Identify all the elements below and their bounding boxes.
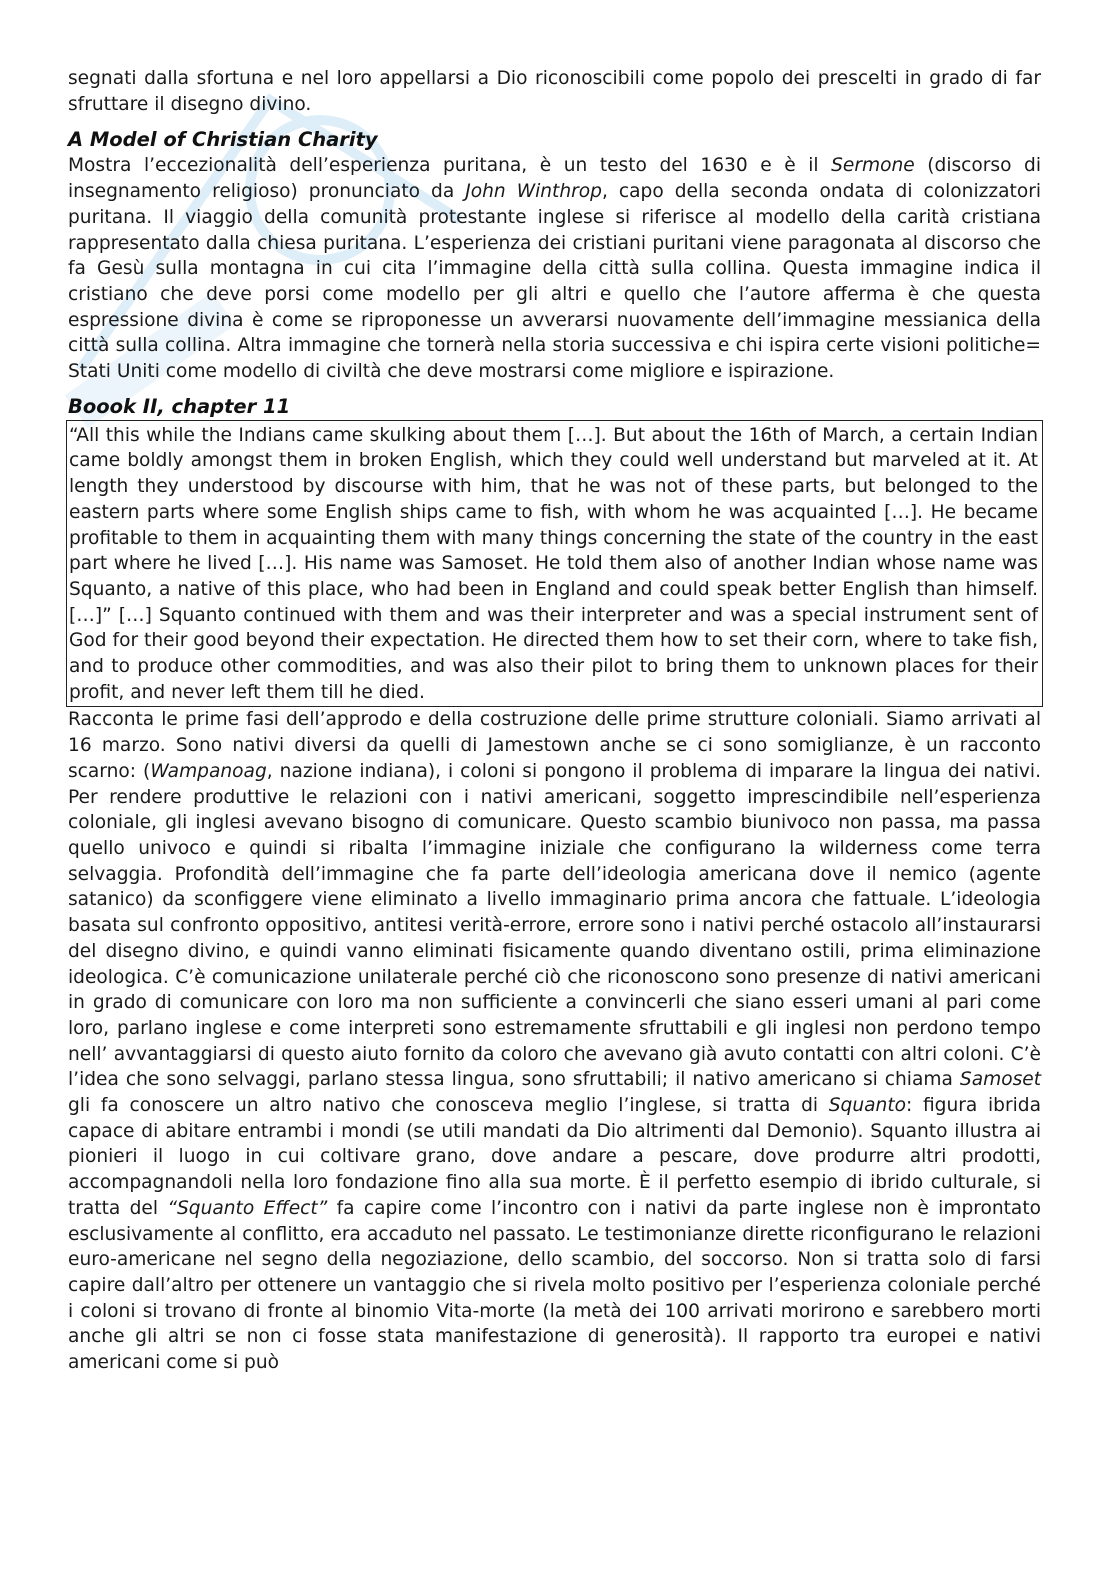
commentary-paragraph: Racconta le prime fasi dell’approdo e della costruzione delle prime strutture coloniali. Siamo arrivati al 16 marzo. Sono nativi diversi da quelli di Jamestown anche se ci sono somiglianze, è un racconto scarno: (Wampanoag, nazione indiana), i coloni si pongono il problema di imparare la lingua dei nativi. Per rendere produttive le relazioni con i nativi americani, soggetto imprescindibile nell’esperienza coloniale, gli inglesi avevano bisogno di comunicare. Questo scambio biunivoco non passa, ma passa quello univoco e quindi si ribalta l’immagine iniziale che configurano la wilderness come terra selvaggia. Profondità dell’immagine che fa parte dell’ideologia americana dove il nemico (agente satanico) da sconfiggere viene eliminato a livello immaginario prima ancora che fattuale. L’ideologia basata sul confronto oppositivo, antitesi verità-errore, errore sono i nativi perché ostacolo all’instaurarsi del disegno divino, e quindi vanno eliminati fisicamente quando diventano ostili, prima eliminazione ideologica. C’è comunicazione unilaterale perché ciò che riconoscono sono presenze di nativi americani in grado di comunicare con loro ma non sufficiente a convincerli che siano esseri umani al pari come loro, parlano inglese e come interpreti sono estremamente sfruttabili e gli inglesi non perdono tempo nell’ avvantaggiarsi di questo aiuto fornito da coloro che avevano già avuto contatti con altri coloni. C’è l’idea che sono selvaggi, parlano stessa lingua, sono sfruttabili; il nativo americano si chiama Samoset gli fa conoscere un altro nativo che conosceva meglio l’inglese, si tratta di Squanto: figura ibrida capace di abitare entrambi i mondi (se utili mandati da Dio altrimenti dal Demonio). Squanto illustra ai pionieri il luogo in cui coltivare grano, dove andare a pescare, dove produrre altri prodotti, accompagnandoli nella loro fondazione fino alla sua morte. È il perfetto esempio di ibrido culturale, si tratta del “Squanto Effect” fa capire come l’incontro con i nativi da parte inglese non è improntato esclusivamente al conflitto, era accaduto nel passato. Le testimonianze dirette riconfigurano le relazioni euro-americane nel segno della negoziazione, dello scambio, del soccorso. Non si tratta solo di farsi capire dall’altro per ottenere un vantaggio che si rivela molto positivo per l’esperienza coloniale perché i coloni si trovano di fronte al binomio Vita-morte (la metà dei 100 arrivati morirono e sarebbero morti anche gli altri se non ci fosse stata manifestazione di generosità). Il rapporto tra europei e nativi americani come si può (68, 709, 1042, 1374)
section-heading-book-chapter: Boook II, chapter 11 (68, 394, 291, 418)
quote-text: “All this while the Indians came skulking about them […]. But about the 16th of March, a certain Indian came boldly amongst them in broken English, which they could well understand but marveled at it. At length they understood by discourse with him, that he was not of these parts, but belonged to the eastern parts where some English ships came to fish, with whom he was acquainted […]. He became profitable to them in acquainting them with many things concerning the state of the country in the east part where he lived […]. His name was Samoset. He told them also of another Indian whose name was Squanto, a native of this place, who had been in England and could speak better English than himself. […]” […] Squanto continued with them and was their interpreter and was a special instrument sent of God for their good beyond their expectation. He directed them how to set their corn, where to take fish, and to produce other commodities, and was also their pilot to bring them to unknown places for their profit, and never left them till he died. (69, 424, 1038, 703)
section-heading-christian-charity: A Model of Christian Charity (68, 128, 378, 152)
quote-box (66, 420, 1043, 708)
christian-charity-paragraph: Mostra l’eccezionalità dell’esperienza puritana, è un testo del 1630 e è il Sermone (discorso di insegnamento religioso) pronunciato da John Winthrop, capo della seconda ondata di colonizzatori puritana. Il viaggio della comunità protestante inglese si riferisce al modello della carità cristiana rappresentato dalla chiesa puritana. L’esperienza dei cristiani puritani viene paragonata al discorso che fa Gesù sulla montagna in cui cita l’immagine della città sulla collina. Questa immagine indica il cristiano che deve porsi come modello per gli altri e quello che l’autore afferma è che questa espressione divina è come se riproponesse un avverarsi nuovamente dell’immagine messianica della città sulla collina. Altra immagine che tornerà nella storia successiva e chi ispira certe visioni politiche= Stati Uniti come modello di civiltà che deve mostrarsi come migliore e ispirazione. (68, 155, 1042, 383)
document-page (68, 66, 1041, 1376)
intro-paragraph: segnati dalla sfortuna e nel loro appellarsi a Dio riconoscibili come popolo dei prescelti in grado di far sfruttare il disegno divino. (68, 68, 1041, 115)
